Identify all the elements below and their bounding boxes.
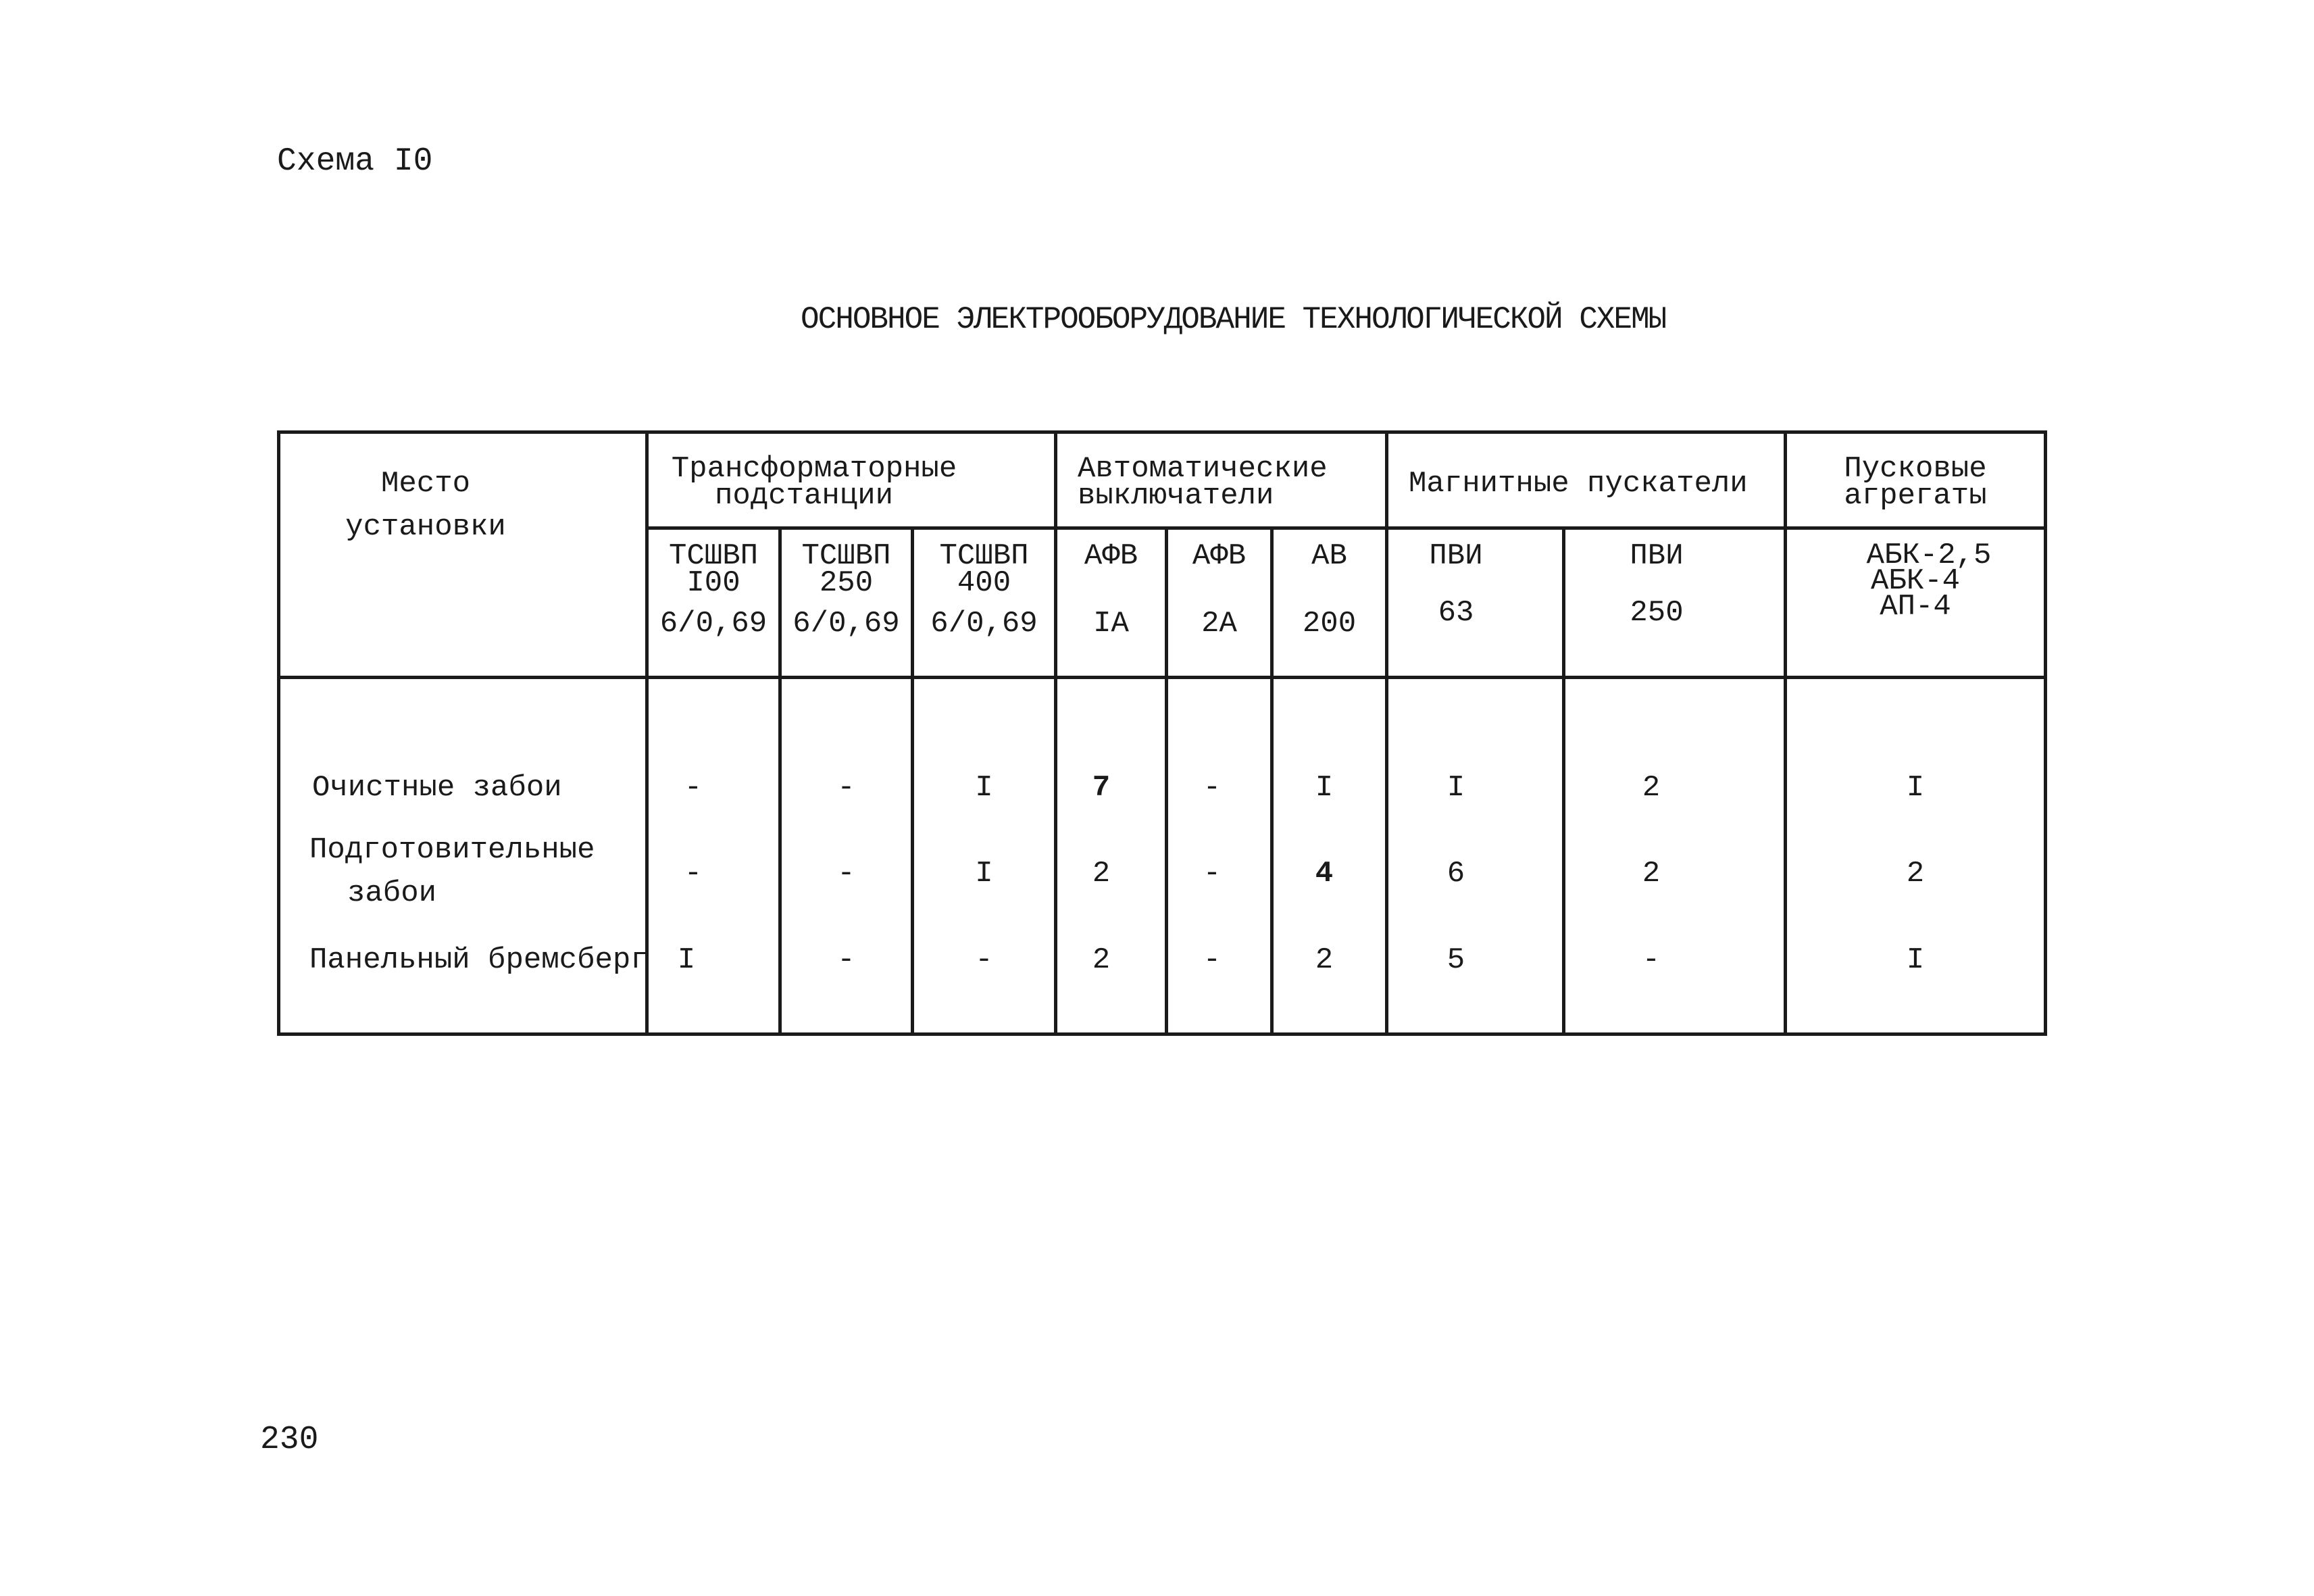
header-transformers bbox=[649, 452, 980, 513]
table-border-right bbox=[2044, 430, 2047, 1036]
subheader-type: ТСШВП bbox=[801, 539, 891, 573]
table-cell: 2 bbox=[1642, 857, 1661, 891]
subheader-pvi-63 bbox=[1388, 539, 1524, 630]
header-group-divider bbox=[645, 526, 2047, 530]
table-cell: 4 bbox=[1315, 857, 1334, 891]
table-cell: I bbox=[1315, 771, 1334, 805]
header-breakers-line1: Автоматические bbox=[1078, 452, 1328, 486]
table-cell: I bbox=[677, 943, 696, 977]
subheader-rating: 250 bbox=[1630, 596, 1684, 630]
row-label-2 bbox=[309, 828, 595, 915]
subheader-voltage: 6/0,69 bbox=[659, 607, 768, 641]
subheader-afv-2a bbox=[1168, 539, 1270, 641]
subheader-type: ПВИ bbox=[1429, 539, 1483, 573]
row-label-3: Панельный бремсберг bbox=[309, 943, 649, 977]
table-cell: 5 bbox=[1447, 943, 1465, 977]
table-cell: - bbox=[837, 771, 855, 805]
subheader-unit-2: АБК-4 bbox=[1870, 564, 1961, 598]
table-cell: 2 bbox=[1906, 857, 1925, 891]
header-bottom-line bbox=[277, 676, 2047, 679]
row-label-1: Очистные забои bbox=[312, 771, 562, 805]
table-cell: - bbox=[1642, 943, 1661, 977]
table-cell: - bbox=[837, 857, 855, 891]
header-place bbox=[280, 468, 571, 543]
scheme-label: Схема I0 bbox=[277, 143, 433, 180]
table-border-top bbox=[277, 430, 2047, 434]
table-cell: I bbox=[1906, 771, 1925, 805]
subheader-rating: 200 bbox=[1302, 607, 1357, 641]
table-cell: I bbox=[975, 771, 993, 805]
document-title: ОСНОВНОЕ ЭЛЕКТРООБОРУДОВАНИЕ ТЕХНОЛОГИЧЕСКОЙ СХЕМЫ bbox=[801, 302, 1666, 337]
subheader-tsshvp-400 bbox=[914, 539, 1054, 641]
subheader-units-types bbox=[1787, 539, 2044, 624]
subheader-voltage: 6/0,69 bbox=[930, 607, 1038, 641]
row-label-2-line2: забои bbox=[347, 876, 437, 910]
header-units-line1: Пусковые bbox=[1844, 452, 1987, 486]
subheader-rating: 2А bbox=[1201, 607, 1237, 641]
table-cell: I bbox=[1906, 943, 1925, 977]
table-cell: - bbox=[1203, 857, 1222, 891]
header-starters-text: Магнитные пускатели bbox=[1409, 467, 1748, 501]
table-cell: - bbox=[975, 943, 993, 977]
subheader-type: АВ bbox=[1311, 539, 1347, 573]
header-units bbox=[1787, 452, 2044, 513]
subheader-pvi-250 bbox=[1565, 539, 1748, 630]
table-cell: 6 bbox=[1447, 857, 1465, 891]
subheader-power: 250 bbox=[819, 566, 874, 600]
header-breakers-line2: выключатели bbox=[1078, 479, 1274, 513]
header-units-line2: агрегаты bbox=[1844, 479, 1987, 513]
table-cell: 2 bbox=[1092, 943, 1111, 977]
table-cell: - bbox=[684, 771, 703, 805]
subheader-type: АФВ bbox=[1084, 539, 1138, 573]
header-transformers-line2: подстанции bbox=[714, 479, 894, 513]
subheader-unit-1: АБК-2,5 bbox=[1866, 539, 1992, 572]
table-cell: 2 bbox=[1092, 857, 1111, 891]
subheader-voltage: 6/0,69 bbox=[793, 607, 900, 641]
subheader-afv-1a bbox=[1057, 539, 1165, 641]
subheader-power: I00 bbox=[686, 566, 740, 600]
table-cell: - bbox=[837, 943, 855, 977]
table-cell: - bbox=[684, 857, 703, 891]
header-breakers bbox=[1078, 452, 1368, 513]
table-cell: 2 bbox=[1642, 771, 1661, 805]
subheader-type: ТСШВП bbox=[668, 539, 759, 573]
subheader-type: АФВ bbox=[1192, 539, 1247, 573]
page-number: 230 bbox=[260, 1422, 319, 1458]
table-cell: I bbox=[1447, 771, 1465, 805]
table-cell: I bbox=[975, 857, 993, 891]
subheader-rating: 63 bbox=[1438, 596, 1474, 630]
table-cell: 2 bbox=[1315, 943, 1334, 977]
header-starters bbox=[1409, 468, 1774, 499]
subheader-tsshvp-250 bbox=[782, 539, 911, 641]
subheader-type: ПВИ bbox=[1630, 539, 1684, 573]
subheader-unit-3: АП-4 bbox=[1880, 590, 1951, 624]
table-cell: 7 bbox=[1092, 771, 1111, 805]
header-place-line2: установки bbox=[345, 510, 506, 544]
row-label-2-line1: Подготовительные bbox=[309, 833, 595, 867]
subheader-tsshvp-100 bbox=[649, 539, 778, 641]
subheader-av-200 bbox=[1274, 539, 1385, 641]
header-transformers-line1: Трансформаторные bbox=[671, 452, 957, 486]
table-cell: - bbox=[1203, 771, 1222, 805]
table-cell: - bbox=[1203, 943, 1222, 977]
header-place-line1: Место bbox=[380, 467, 471, 501]
subheader-power: 400 bbox=[957, 566, 1011, 600]
subheader-rating: IA bbox=[1093, 607, 1129, 641]
subheader-type: ТСШВП bbox=[939, 539, 1029, 573]
table-border-bottom bbox=[277, 1032, 2047, 1036]
